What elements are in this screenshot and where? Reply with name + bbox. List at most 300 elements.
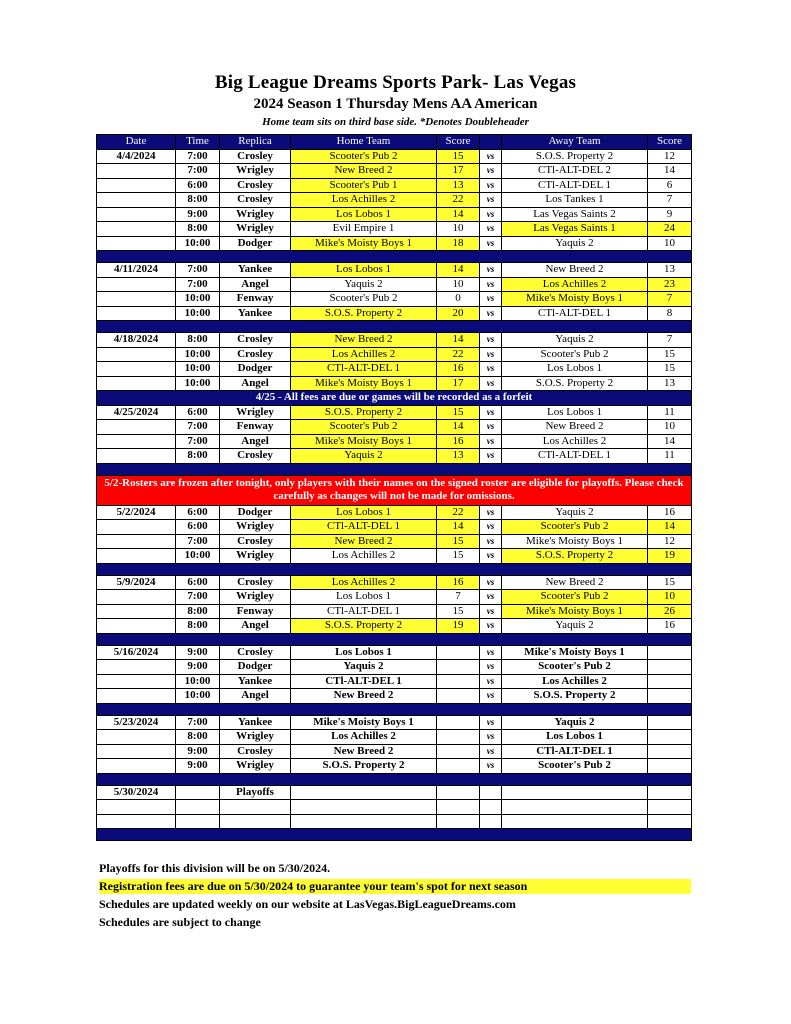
game-time: 8:00 xyxy=(176,222,220,237)
game-row xyxy=(97,333,692,348)
game-time: 7:00 xyxy=(176,277,220,292)
game-time: 10:00 xyxy=(176,674,220,689)
home-team: CTl-ALT-DEL 1 xyxy=(291,604,437,619)
vs-label: vs xyxy=(480,689,502,704)
game-time: 9:00 xyxy=(176,744,220,759)
home-score xyxy=(437,730,480,745)
home-team: Los Lobos 1 xyxy=(291,590,437,605)
separator-bar xyxy=(97,773,692,785)
vs-label: vs xyxy=(480,420,502,435)
empty-cell xyxy=(176,814,220,829)
home-team: CTl-ALT-DEL 1 xyxy=(291,520,437,535)
away-team: Scooter's Pub 2 xyxy=(502,347,648,362)
roster-freeze-alert-row xyxy=(97,475,692,505)
game-row xyxy=(97,236,692,251)
home-score xyxy=(437,674,480,689)
vs-label: vs xyxy=(480,178,502,193)
game-date xyxy=(97,534,176,549)
field-replica: Fenway xyxy=(220,292,291,307)
home-team: New Breed 2 xyxy=(291,164,437,179)
field-replica: Dodger xyxy=(220,236,291,251)
game-time: 9:00 xyxy=(176,207,220,222)
game-row xyxy=(97,362,692,377)
away-score: 10 xyxy=(648,590,692,605)
field-replica: Dodger xyxy=(220,362,291,377)
game-date: 4/18/2024 xyxy=(97,333,176,348)
away-score: 9 xyxy=(648,207,692,222)
home-score xyxy=(437,660,480,675)
page-title: Big League Dreams Sports Park- Las Vegas xyxy=(214,72,577,93)
playoff-label: Playoffs xyxy=(220,785,291,800)
game-date: 4/25/2024 xyxy=(97,405,176,420)
home-team: Los Achilles 2 xyxy=(291,575,437,590)
game-time: 6:00 xyxy=(176,405,220,420)
away-score: 11 xyxy=(648,449,692,464)
vs-label: vs xyxy=(480,534,502,549)
away-team: Scooter's Pub 2 xyxy=(502,520,648,535)
vs-label: vs xyxy=(480,604,502,619)
col-vs xyxy=(480,135,502,150)
game-time: 8:00 xyxy=(176,333,220,348)
fee-notice: 4/25 - All fees are due or games will be recorded as a forfeit xyxy=(97,391,692,406)
away-team: Los Lobos 1 xyxy=(502,730,648,745)
home-score: 17 xyxy=(437,376,480,391)
away-team: CTl-ALT-DEL 2 xyxy=(502,164,648,179)
game-row xyxy=(97,645,692,660)
game-time: 7:00 xyxy=(176,164,220,179)
game-date xyxy=(97,730,176,745)
field-replica: Crosley xyxy=(220,449,291,464)
vs-label: vs xyxy=(480,236,502,251)
table-header xyxy=(97,135,692,150)
home-score: 22 xyxy=(437,193,480,208)
field-replica: Angel xyxy=(220,689,291,704)
game-time: 9:00 xyxy=(176,645,220,660)
field-replica: Dodger xyxy=(220,660,291,675)
away-team: Los Achilles 2 xyxy=(502,434,648,449)
away-team: S.O.S. Property 2 xyxy=(502,376,648,391)
away-team: CTl-ALT-DEL 1 xyxy=(502,306,648,321)
game-date xyxy=(97,744,176,759)
vs-label: vs xyxy=(480,207,502,222)
vs-label: vs xyxy=(480,575,502,590)
game-date xyxy=(97,277,176,292)
vs-label: vs xyxy=(480,619,502,634)
field-replica: Wrigley xyxy=(220,549,291,564)
home-score: 22 xyxy=(437,505,480,520)
home-score xyxy=(437,759,480,774)
vs-label: vs xyxy=(480,263,502,278)
home-team: Yaquis 2 xyxy=(291,449,437,464)
home-team: CTl-ALT-DEL 1 xyxy=(291,674,437,689)
field-replica: Yankee xyxy=(220,263,291,278)
vs-label: vs xyxy=(480,405,502,420)
away-score: 12 xyxy=(648,534,692,549)
game-row xyxy=(97,575,692,590)
col-home-team: Home Team xyxy=(291,135,437,150)
vs-label: vs xyxy=(480,520,502,535)
home-team: Mike's Moisty Boys 1 xyxy=(291,236,437,251)
home-team: Scooter's Pub 1 xyxy=(291,178,437,193)
separator-bar xyxy=(97,703,692,715)
game-row xyxy=(97,149,692,164)
game-date xyxy=(97,193,176,208)
vs-label: vs xyxy=(480,376,502,391)
home-team: Evil Empire 1 xyxy=(291,222,437,237)
away-score xyxy=(648,759,692,774)
away-team: CTl-ALT-DEL 1 xyxy=(502,178,648,193)
separator-bar xyxy=(97,829,692,841)
week-separator xyxy=(97,321,692,333)
game-row xyxy=(97,178,692,193)
week-separator xyxy=(97,633,692,645)
empty-cell xyxy=(480,785,502,800)
away-team: Scooter's Pub 2 xyxy=(502,590,648,605)
game-date xyxy=(97,449,176,464)
empty-cell xyxy=(502,814,648,829)
away-team: Yaquis 2 xyxy=(502,333,648,348)
game-time: 10:00 xyxy=(176,689,220,704)
away-team: S.O.S. Property 2 xyxy=(502,149,648,164)
separator-bar xyxy=(97,563,692,575)
game-row xyxy=(97,434,692,449)
field-replica: Yankee xyxy=(220,715,291,730)
away-team: Mike's Moisty Boys 1 xyxy=(502,604,648,619)
empty-cell xyxy=(648,800,692,815)
away-score: 16 xyxy=(648,505,692,520)
game-date xyxy=(97,434,176,449)
home-team: Los Lobos 1 xyxy=(291,505,437,520)
vs-label: vs xyxy=(480,193,502,208)
game-time: 7:00 xyxy=(176,420,220,435)
home-team: Mike's Moisty Boys 1 xyxy=(291,376,437,391)
game-date: 5/16/2024 xyxy=(97,645,176,660)
game-row xyxy=(97,306,692,321)
footer-playoffs-note: Playoffs for this division will be on 5/30/2024. xyxy=(99,861,331,875)
game-date xyxy=(97,420,176,435)
game-date: 4/4/2024 xyxy=(97,149,176,164)
away-team: S.O.S. Property 2 xyxy=(502,689,648,704)
game-time: 10:00 xyxy=(176,292,220,307)
home-score: 0 xyxy=(437,292,480,307)
vs-label: vs xyxy=(480,149,502,164)
home-score: 16 xyxy=(437,362,480,377)
away-score xyxy=(648,689,692,704)
game-time: 7:00 xyxy=(176,434,220,449)
away-team: Mike's Moisty Boys 1 xyxy=(502,645,648,660)
empty-cell xyxy=(291,800,437,815)
separator-bar xyxy=(97,251,692,263)
home-team: S.O.S. Property 2 xyxy=(291,306,437,321)
away-score: 10 xyxy=(648,420,692,435)
game-date xyxy=(97,178,176,193)
field-replica: Dodger xyxy=(220,505,291,520)
empty-cell xyxy=(437,800,480,815)
field-replica: Crosley xyxy=(220,347,291,362)
game-date xyxy=(97,590,176,605)
game-time: 10:00 xyxy=(176,236,220,251)
game-row xyxy=(97,164,692,179)
away-team: Las Vegas Saints 2 xyxy=(502,207,648,222)
home-score: 13 xyxy=(437,178,480,193)
empty-cell xyxy=(97,800,176,815)
vs-label: vs xyxy=(480,549,502,564)
game-time: 8:00 xyxy=(176,604,220,619)
home-team: S.O.S. Property 2 xyxy=(291,619,437,634)
separator-bar xyxy=(97,463,692,475)
home-score: 15 xyxy=(437,534,480,549)
schedule-body xyxy=(97,149,692,841)
empty-row xyxy=(97,814,692,829)
vs-label: vs xyxy=(480,164,502,179)
empty-cell xyxy=(220,800,291,815)
field-replica: Wrigley xyxy=(220,730,291,745)
empty-cell xyxy=(291,785,437,800)
field-replica: Crosley xyxy=(220,333,291,348)
empty-cell xyxy=(437,785,480,800)
away-score: 8 xyxy=(648,306,692,321)
empty-cell xyxy=(220,814,291,829)
game-row xyxy=(97,604,692,619)
away-score: 14 xyxy=(648,164,692,179)
away-score: 14 xyxy=(648,520,692,535)
home-score: 13 xyxy=(437,449,480,464)
vs-label: vs xyxy=(480,292,502,307)
field-replica: Wrigley xyxy=(220,222,291,237)
home-team: S.O.S. Property 2 xyxy=(291,405,437,420)
game-time: 8:00 xyxy=(176,730,220,745)
game-row xyxy=(97,534,692,549)
home-score: 14 xyxy=(437,420,480,435)
game-date xyxy=(97,660,176,675)
away-score: 6 xyxy=(648,178,692,193)
game-row xyxy=(97,549,692,564)
field-replica: Crosley xyxy=(220,534,291,549)
home-score: 17 xyxy=(437,164,480,179)
vs-label: vs xyxy=(480,590,502,605)
footer-registration-note: Registration fees are due on 5/30/2024 to guarantee your team's spot for next season xyxy=(99,879,691,894)
away-team: CTl-ALT-DEL 1 xyxy=(502,744,648,759)
game-date xyxy=(97,604,176,619)
footer-change-note: Schedules are subject to change xyxy=(99,915,261,929)
away-score xyxy=(648,674,692,689)
vs-label: vs xyxy=(480,333,502,348)
game-row xyxy=(97,744,692,759)
home-team: Yaquis 2 xyxy=(291,660,437,675)
away-score: 23 xyxy=(648,277,692,292)
game-time: 8:00 xyxy=(176,449,220,464)
game-row xyxy=(97,674,692,689)
week-separator xyxy=(97,703,692,715)
home-score: 16 xyxy=(437,575,480,590)
field-replica: Crosley xyxy=(220,645,291,660)
away-team: Mike's Moisty Boys 1 xyxy=(502,534,648,549)
home-score xyxy=(437,715,480,730)
away-team: S.O.S. Property 2 xyxy=(502,549,648,564)
vs-label: vs xyxy=(480,222,502,237)
away-team: Los Lobos 1 xyxy=(502,362,648,377)
vs-label: vs xyxy=(480,715,502,730)
field-replica: Wrigley xyxy=(220,520,291,535)
game-row xyxy=(97,263,692,278)
game-time: 7:00 xyxy=(176,715,220,730)
empty-row xyxy=(97,800,692,815)
game-time: 6:00 xyxy=(176,178,220,193)
away-score xyxy=(648,715,692,730)
away-score xyxy=(648,645,692,660)
empty-cell xyxy=(648,814,692,829)
game-row xyxy=(97,689,692,704)
home-score: 18 xyxy=(437,236,480,251)
game-row xyxy=(97,207,692,222)
home-score: 14 xyxy=(437,333,480,348)
game-row xyxy=(97,292,692,307)
away-team: Scooter's Pub 2 xyxy=(502,660,648,675)
away-score xyxy=(648,660,692,675)
away-team: Yaquis 2 xyxy=(502,619,648,634)
col-away-team: Away Team xyxy=(502,135,648,150)
home-team: Mike's Moisty Boys 1 xyxy=(291,715,437,730)
col-time: Time xyxy=(176,135,220,150)
game-date xyxy=(97,549,176,564)
away-score: 13 xyxy=(648,263,692,278)
away-score: 26 xyxy=(648,604,692,619)
home-team: New Breed 2 xyxy=(291,534,437,549)
game-time: 10:00 xyxy=(176,549,220,564)
page-subtitle: 2024 Season 1 Thursday Mens AA American xyxy=(253,96,538,112)
away-team: New Breed 2 xyxy=(502,575,648,590)
vs-label: vs xyxy=(480,674,502,689)
game-time: 8:00 xyxy=(176,193,220,208)
away-team: Las Vegas Saints 1 xyxy=(502,222,648,237)
game-row xyxy=(97,277,692,292)
away-team: Los Achilles 2 xyxy=(502,674,648,689)
vs-label: vs xyxy=(480,277,502,292)
home-score: 16 xyxy=(437,434,480,449)
game-time: 8:00 xyxy=(176,619,220,634)
away-team: New Breed 2 xyxy=(502,420,648,435)
field-replica: Fenway xyxy=(220,604,291,619)
game-row xyxy=(97,590,692,605)
col-home-score: Score xyxy=(437,135,480,150)
away-team: Mike's Moisty Boys 1 xyxy=(502,292,648,307)
home-team: CTl-ALT-DEL 1 xyxy=(291,362,437,377)
field-replica: Angel xyxy=(220,376,291,391)
home-score: 15 xyxy=(437,604,480,619)
game-date: 5/30/2024 xyxy=(97,785,176,800)
home-team: S.O.S. Property 2 xyxy=(291,759,437,774)
empty-cell xyxy=(437,814,480,829)
away-score: 7 xyxy=(648,333,692,348)
game-row xyxy=(97,376,692,391)
game-row xyxy=(97,759,692,774)
home-score: 14 xyxy=(437,207,480,222)
game-date xyxy=(97,222,176,237)
home-team: Los Lobos 1 xyxy=(291,645,437,660)
empty-cell xyxy=(648,785,692,800)
away-score: 16 xyxy=(648,619,692,634)
away-team: Yaquis 2 xyxy=(502,236,648,251)
game-date xyxy=(97,759,176,774)
home-team: Los Achilles 2 xyxy=(291,347,437,362)
field-replica: Angel xyxy=(220,619,291,634)
vs-label: vs xyxy=(480,759,502,774)
game-row xyxy=(97,405,692,420)
game-date xyxy=(97,292,176,307)
fee-notice-row xyxy=(97,391,692,406)
week-separator xyxy=(97,251,692,263)
home-team: Scooter's Pub 2 xyxy=(291,149,437,164)
vs-label: vs xyxy=(480,660,502,675)
away-score: 24 xyxy=(648,222,692,237)
home-score xyxy=(437,689,480,704)
field-replica: Wrigley xyxy=(220,759,291,774)
game-time: 10:00 xyxy=(176,347,220,362)
away-score: 12 xyxy=(648,149,692,164)
week-separator xyxy=(97,829,692,841)
game-row xyxy=(97,222,692,237)
game-date xyxy=(97,520,176,535)
away-team: Los Tankes 1 xyxy=(502,193,648,208)
home-score: 22 xyxy=(437,347,480,362)
away-team: Los Achilles 2 xyxy=(502,277,648,292)
empty-cell xyxy=(291,814,437,829)
roster-freeze-alert: 5/2-Rosters are frozen after tonight, only players with their names on the signed roster are eligible for playoffs. Please check carefully as changes will not be made for omissions. xyxy=(97,475,692,505)
game-date xyxy=(97,619,176,634)
away-score xyxy=(648,730,692,745)
field-replica: Angel xyxy=(220,277,291,292)
home-score: 10 xyxy=(437,222,480,237)
away-score: 15 xyxy=(648,575,692,590)
home-team: Scooter's Pub 2 xyxy=(291,292,437,307)
footer-website-note: Schedules are updated weekly on our website at LasVegas.BigLeagueDreams.com xyxy=(99,897,516,911)
game-date: 5/9/2024 xyxy=(97,575,176,590)
game-date xyxy=(97,207,176,222)
vs-label: vs xyxy=(480,744,502,759)
field-replica: Crosley xyxy=(220,575,291,590)
home-score: 14 xyxy=(437,263,480,278)
game-date xyxy=(97,362,176,377)
playoff-row xyxy=(97,785,692,800)
game-row xyxy=(97,730,692,745)
game-date: 5/23/2024 xyxy=(97,715,176,730)
game-date xyxy=(97,236,176,251)
home-team: Los Achilles 2 xyxy=(291,549,437,564)
home-team: Scooter's Pub 2 xyxy=(291,420,437,435)
game-time: 10:00 xyxy=(176,306,220,321)
game-date xyxy=(97,689,176,704)
game-time: 9:00 xyxy=(176,759,220,774)
week-separator xyxy=(97,463,692,475)
game-time: 9:00 xyxy=(176,660,220,675)
week-separator xyxy=(97,563,692,575)
home-team: Yaquis 2 xyxy=(291,277,437,292)
field-replica: Wrigley xyxy=(220,590,291,605)
away-team: Yaquis 2 xyxy=(502,505,648,520)
away-score: 7 xyxy=(648,292,692,307)
away-score: 19 xyxy=(648,549,692,564)
field-replica: Yankee xyxy=(220,674,291,689)
home-score: 19 xyxy=(437,619,480,634)
empty-cell xyxy=(97,814,176,829)
empty-cell xyxy=(480,800,502,815)
away-score: 7 xyxy=(648,193,692,208)
field-replica: Angel xyxy=(220,434,291,449)
vs-label: vs xyxy=(480,645,502,660)
field-replica: Crosley xyxy=(220,193,291,208)
game-date: 4/11/2024 xyxy=(97,263,176,278)
home-team: Los Lobos 1 xyxy=(291,263,437,278)
